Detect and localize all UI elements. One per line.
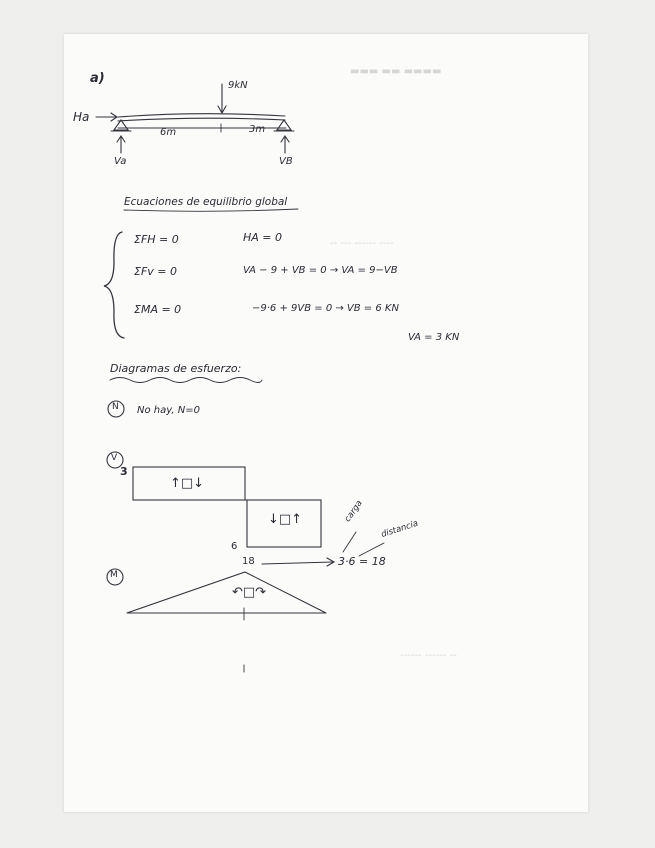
- equation-sum-ma-result: −9·6 + 9VB = 0 → VB = 6 KN: [252, 303, 399, 314]
- moment-peak-value: 18: [242, 556, 255, 567]
- equilibrium-heading: Ecuaciones de equilibrio global: [124, 196, 288, 208]
- support-b: [277, 120, 291, 130]
- moment-callout-arrow: [262, 562, 333, 564]
- shear-negative-sign: ↓□↑: [268, 512, 303, 527]
- bleed-through-text: ------ ------ --: [400, 650, 457, 661]
- equation-sum-fv-result: VA − 9 + VB = 0 → VA = 9−VB: [243, 265, 398, 276]
- equation-sum-fh: ΣFH = 0: [134, 233, 179, 246]
- note-distancia: distancia: [379, 518, 420, 540]
- equation-brace: [104, 232, 124, 338]
- v-symbol: V: [111, 453, 118, 463]
- moment-calculation: 3·6 = 18: [338, 555, 386, 568]
- bleed-through-text: ▬▬▬ ▬▬ ▬▬▬▬: [350, 66, 442, 77]
- heading-underline: [124, 209, 298, 211]
- support-a: [114, 120, 128, 130]
- shear-top-value: 3: [120, 465, 128, 478]
- carga-arrow: [343, 532, 356, 552]
- shear-positive-sign: ↑□↓: [170, 476, 205, 491]
- m-symbol: M: [110, 570, 118, 580]
- equation-sum-fh-result: HA = 0: [243, 231, 283, 244]
- load-label: 9kN: [228, 80, 248, 91]
- vb-label: VB: [279, 156, 293, 167]
- bleed-through-text: -- --- ------ ----: [330, 238, 394, 249]
- part-label: a): [90, 71, 105, 86]
- axial-note: No hay, N=0: [137, 405, 200, 416]
- diagrams-underline: [110, 378, 262, 383]
- equation-sum-ma: ΣMA = 0: [134, 303, 182, 316]
- diagrams-heading: Diagramas de esfuerzo:: [110, 362, 242, 375]
- moment-triangle: [127, 572, 326, 613]
- beam: [118, 114, 285, 117]
- equation-sum-fv: ΣFv = 0: [134, 265, 177, 278]
- n-symbol: N: [112, 402, 119, 412]
- span-right-label: 3m: [249, 124, 266, 135]
- beam-lower-edge: [118, 118, 285, 121]
- moment-sign: ↶□↷: [232, 585, 267, 600]
- final-va: VA = 3 KN: [408, 332, 460, 343]
- span-left-label: 6m: [160, 127, 177, 138]
- note-carga: carga: [342, 498, 365, 524]
- va-label: Va: [114, 156, 127, 167]
- shear-bottom-value: 6: [231, 541, 238, 552]
- ha-label: Ha: [73, 110, 90, 124]
